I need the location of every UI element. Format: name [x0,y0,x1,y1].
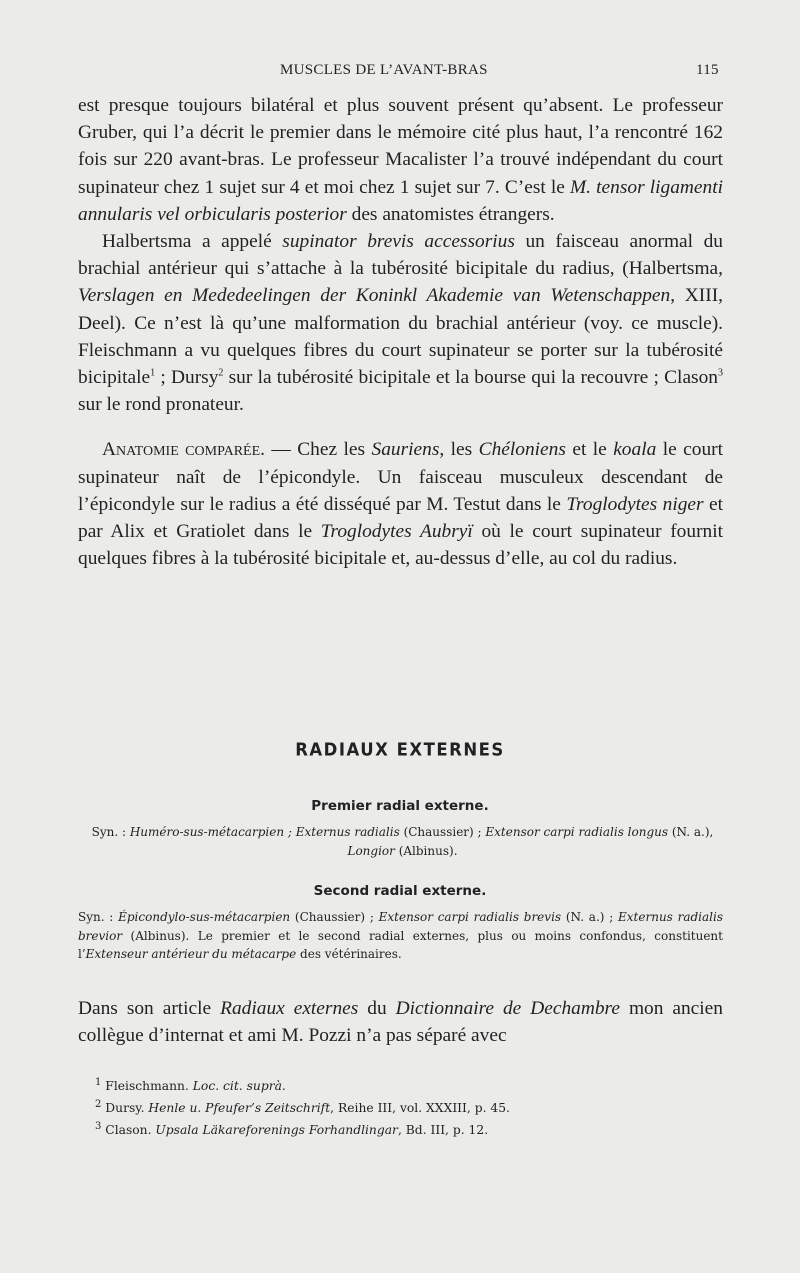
text-run: (Chaussier) ; [399,825,486,839]
text-run: , Reihe III, vol. XXXIII, p. 45. [330,1101,510,1115]
italic-run: Longior [347,843,395,858]
italic-run: M. tensor ligamenti annularis vel orbicularis posterior [78,176,724,225]
running-title: MUSCLES DE L’AVANT-BRAS [280,62,488,78]
italic-run: Henle u. Pfeufer’s Zeitschrift [148,1101,331,1115]
text-run: Dans son article [78,998,221,1019]
page-number: 115 [696,62,719,78]
subheading-second: Second radial externe. [313,883,487,899]
italic-run: Extenseur antérieur du métacarpe [85,947,297,961]
text-run: (Chaussier) ; [290,910,379,924]
paragraph-1 [78,92,723,228]
subheading-premier: Premier radial externe. [311,798,489,814]
italic-run: Extensor carpi radialis brevis [378,910,562,924]
text-run: et par Alix et Gratiolet dans le [78,493,724,543]
text-run: (N. a.) ; [561,910,619,924]
text-run: Syn. : [78,910,119,924]
section-lead: Anatomie comparée. [102,439,265,461]
footnote-mark: 2 [95,1098,102,1110]
text-run: (Albinus). [394,843,458,858]
footnote-mark: 3 [95,1120,102,1132]
text-run: Syn. : [91,825,130,839]
footnote-2 [95,1097,715,1119]
text-run: sur le rond pronateur. [78,394,244,416]
italic-run: Externus radialis brevior [78,910,723,943]
italic-run: Dictionnaire de Dechambre [395,998,620,1019]
footnote-ref: 3 [718,367,723,379]
italic-run: koala [613,439,657,461]
text-run: — Chez les [264,439,372,461]
text-run: , les [439,439,479,461]
footnotes [95,1075,715,1141]
footnote-3 [95,1119,715,1141]
italic-run: Loc. cit. suprà. [192,1079,286,1093]
italic-run: Troglodytes niger [566,493,704,515]
text-run: des anatomistes étrangers. [346,203,555,225]
text-run: est presque toujours bilatéral et plus souvent présent qu’absent. Le professeur Gruber, qui l’a décrit le premier dans le mémoire cité plus haut, l’a rencontré 162 fois sur 220 avant-bras. Le professeur Macalister l’a trouvé indépendant du court supinateur chez 1 sujet sur 4 et moi chez 1 sujet sur 7. C’est le [78,95,723,198]
text-run: et le [565,439,614,461]
text-run: Halbertsma a appelé [102,231,283,253]
paragraph-radiaux [78,995,723,1049]
italic-run: supinator brevis accessorius [282,231,515,253]
running-header [0,62,800,82]
italic-run: Chéloniens [478,439,566,461]
italic-run: Sauriens [371,439,440,461]
text-run: des vétérinaires. [296,947,402,961]
text-run: (Albinus). Le premier et le second radial externes, plus ou moins confondus, constituent l’ [78,928,723,961]
synonyms-second [78,908,723,964]
text-run: où le court supinateur fournit quelques fibres à la tubérosité bicipitale et, au-dessus d’elle, au col du radius. [78,521,724,570]
italic-run: Upsala Läkareforenings Forhandlingar [155,1123,398,1137]
italic-run: Huméro-sus-métacarpien ; Externus radialis [129,825,400,839]
italic-run: Radiaux externes [220,998,359,1019]
italic-run: Extensor carpi radialis longus [485,825,669,839]
section-title: RADIAUX EXTERNES [295,739,505,760]
italic-run: Épicondylo-sus-métacarpien [118,910,291,924]
footnote-mark: 1 [95,1076,102,1088]
text-run: sur la tubérosité bicipitale et la bourse qui la recouvre ; Clason [223,367,718,389]
text-run: Fleischmann. [105,1079,193,1093]
text-run: , XIII, Deel). Ce n’est là qu’une malformation du brachial antérieur (voy. ce muscle). Fleischmann a vu quelques fibres du court supinateur se porter sur la tubérosité bicipitale [78,285,724,389]
italic-run: Verslagen en Mededeelingen der Koninkl Akademie van Wetenschappen [78,285,671,307]
footnote-ref: 2 [218,367,224,379]
text-run: du [358,998,396,1019]
paragraph-comparative-anatomy [78,436,723,572]
synonyms-premier [70,823,735,860]
text-run: ; Dursy [155,367,219,389]
text-run: (N. a.), [668,825,714,839]
text-run: Clason. [105,1123,156,1137]
main-text [78,92,723,572]
paragraph-2 [78,228,723,418]
text-run: Dursy. [105,1101,149,1115]
footnote-ref: 1 [150,367,156,379]
italic-run: Troglodytes Aubryï [320,521,473,543]
footnote-1 [95,1075,715,1097]
text-run: le court supinateur naît de l’épicondyle. Un faisceau musculeux descendant de l’épicondyle sur le radius a été disséqué par M. Testut dans le [78,439,724,515]
text-run: , Bd. III, p. 12. [397,1123,489,1137]
text-run: un faisceau anormal du brachial antérieur qui s’attache à la tubérosité bicipitale du radius, (Halbertsma, [78,231,723,280]
text-run: mon ancien collègue d’internat et ami M. Pozzi n’a pas séparé avec [78,998,723,1047]
